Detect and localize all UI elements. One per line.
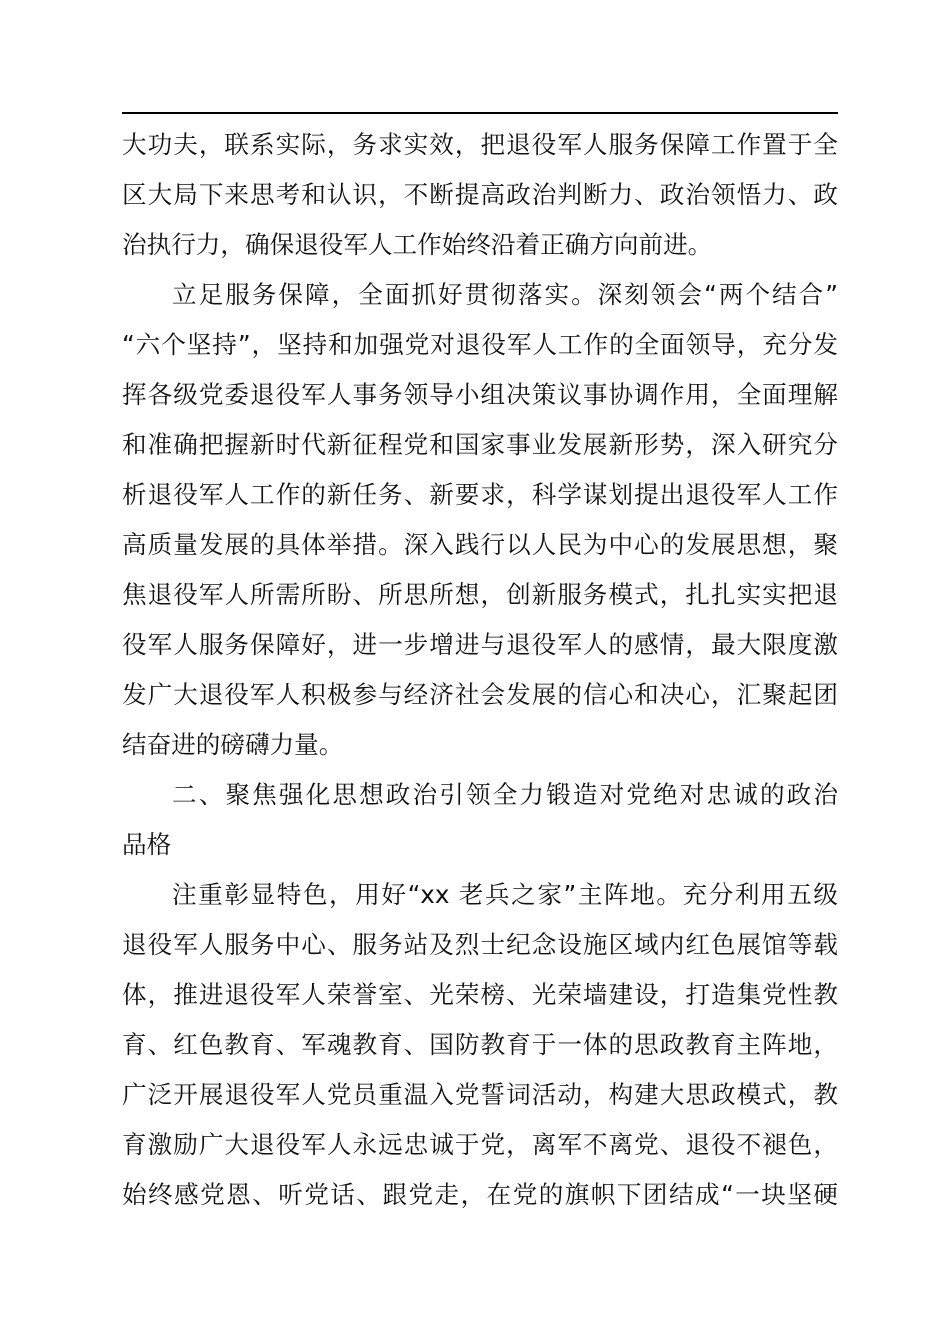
section-heading: 二、聚焦强化思想政治引领全力锻造对党绝对忠诚的政治 bbox=[172, 780, 838, 809]
body-text bbox=[122, 120, 838, 1220]
text-line: “六个坚持”，坚持和加强党对退役军人工作的全面领导，充分发 bbox=[122, 330, 838, 359]
text-line: 广泛开展退役军人党员重温入党誓词活动，构建大思政模式，教 bbox=[122, 1080, 838, 1109]
text-line: 挥各级党委退役军人事务领导小组决策议事协调作用，全面理解 bbox=[122, 380, 838, 409]
text-line: 育激励广大退役军人永远忠诚于党，离军不离党、退役不褪色， bbox=[122, 1130, 838, 1159]
paragraph-heading-line: 注重彰显特色，用好“xx 老兵之家”主阵地。充分利用五级 bbox=[172, 880, 838, 909]
text-line: 役军人服务保障好，进一步增进与退役军人的感情，最大限度激 bbox=[122, 630, 838, 659]
header-rule bbox=[122, 112, 838, 114]
text-line: 始终感党恩、听党话、跟党走，在党的旗帜下团结成“一块坚硬 bbox=[122, 1180, 838, 1209]
text-line: 和准确把握新时代新征程党和国家事业发展新形势，深入研究分 bbox=[122, 430, 838, 459]
text-line: 焦退役军人所需所盼、所思所想，创新服务模式，扎扎实实把退 bbox=[122, 580, 838, 609]
text-line: 高质量发展的具体举措。深入践行以人民为中心的发展思想，聚 bbox=[122, 530, 838, 559]
text-line: 区大局下来思考和认识，不断提高政治判断力、政治领悟力、政 bbox=[122, 180, 838, 209]
text-line: 大功夫，联系实际，务求实效，把退役军人服务保障工作置于全 bbox=[122, 130, 838, 159]
text-line: 退役军人服务中心、服务站及烈士纪念设施区域内红色展馆等载 bbox=[122, 930, 838, 959]
text-line: 体，推进退役军人荣誉室、光荣榜、光荣墙建设，打造集党性教 bbox=[122, 980, 838, 1009]
paragraph-heading-line: 立足服务保障，全面抓好贯彻落实。深刻领会“两个结合” bbox=[172, 280, 838, 309]
text-line: 育、红色教育、军魂教育、国防教育于一体的思政教育主阵地， bbox=[122, 1030, 838, 1059]
text-line: 析退役军人工作的新任务、新要求，科学谋划提出退役军人工作 bbox=[122, 480, 838, 509]
text-line: 结奋进的磅礴力量。 bbox=[122, 730, 344, 759]
text-line: 治执行力，确保退役军人工作始终沿着正确方向前进。 bbox=[122, 230, 713, 259]
section-heading-continuation: 品格 bbox=[122, 830, 172, 859]
text-line: 发广大退役军人积极参与经济社会发展的信心和决心，汇聚起团 bbox=[122, 680, 838, 709]
